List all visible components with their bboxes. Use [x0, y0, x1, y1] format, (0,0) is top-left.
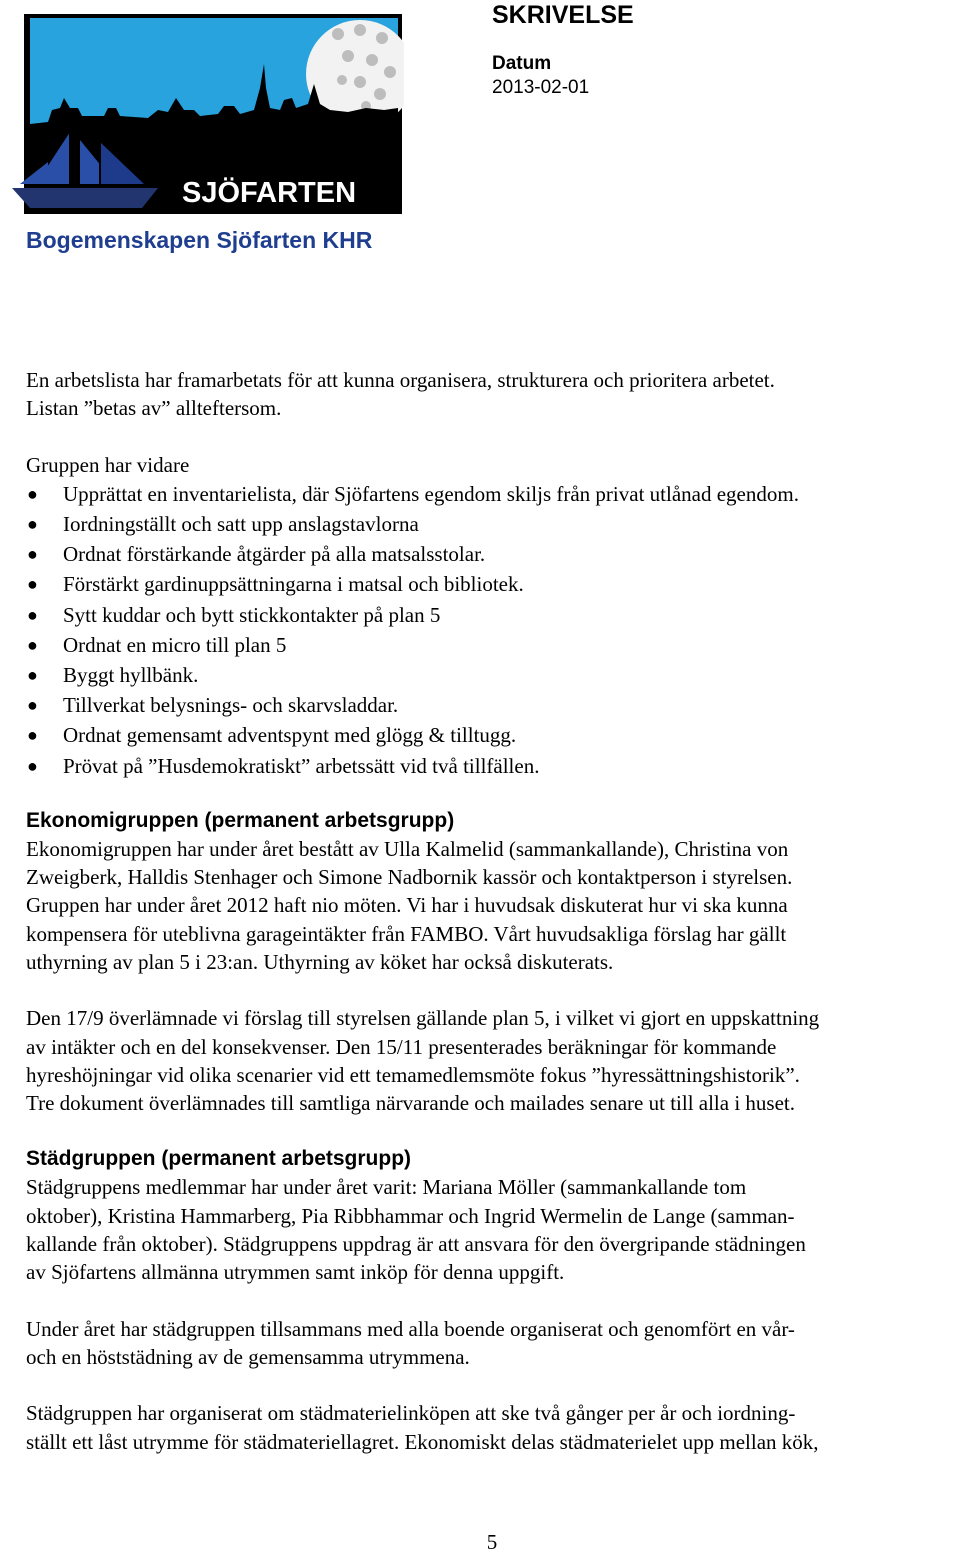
list-item: ● Ordnat en micro till plan 5 [26, 630, 960, 660]
bullet-icon: ● [27, 544, 38, 565]
list-item: ● Ordnat gemensamt adventspynt med glögg & tilltugg. [26, 720, 960, 750]
bullet-icon: ● [27, 483, 38, 504]
cleaning-p2-line: och en höststädning av de gemensamma utrymmena. [26, 1344, 470, 1369]
list-item: ● Upprättat en inventarielista, där Sjöfartens egendom skiljs från privat utlånad egendom. [26, 479, 960, 509]
cleaning-p1-line: kallande från oktober). Städgruppens uppdrag är att ansvara för den övergripande städningen [26, 1232, 806, 1257]
bullet-icon: ● [27, 634, 38, 655]
intro-line-2: Listan ”betas av” allteftersom. [26, 396, 282, 421]
economy-heading: Ekonomigruppen (permanent arbetsgrupp) [26, 808, 455, 832]
list-item: ● Sytt kuddar och bytt stickkontakter på plan 5 [26, 600, 960, 630]
cleaning-p1-line: av Sjöfartens allmänna utrymmen samt inköp för denna uppgift. [26, 1260, 565, 1285]
document-body [26, 366, 960, 1456]
economy-p1-line: Zweigberk, Halldis Stenhager och Simone Nadbornik kassör och kontaktperson i styrelsen. [26, 865, 793, 890]
cleaning-p1-line: oktober), Kristina Hammarberg, Pia Ribbhammar och Ingrid Wermelin de Lange (samman- [26, 1203, 795, 1228]
intro-line-1: En arbetslista har framarbetats för att kunna organisera, strukturera och prioritera arbetet. [26, 368, 775, 392]
economy-p2-line: Den 17/9 överlämnade vi förslag till styrelsen gällande plan 5, i vilket vi gjort en uppskattning [26, 1006, 820, 1031]
list-item: ● Tillverkat belysnings- och skarvsladdar. [26, 690, 960, 720]
list-item: ● Iordningställt och satt upp anslagstavlorna [26, 509, 960, 539]
bullet-icon: ● [27, 604, 38, 625]
economy-p1-line: uthyrning av plan 5 i 23:an. Uthyrning av köket har också diskuterats. [26, 949, 614, 974]
bullet-icon: ● [27, 665, 38, 686]
page-number: 5 [486, 1530, 498, 1554]
cleaning-heading: Städgruppen (permanent arbetsgrupp) [26, 1147, 412, 1171]
bullet-icon: ● [27, 695, 38, 716]
logo-graphic [8, 12, 404, 218]
bullet-icon: ● [27, 514, 38, 535]
list-item: ● Byggt hyllbänk. [26, 660, 960, 690]
economy-p2-line: Tre dokument överlämnades till samtliga närvarande och mailades senare ut till alla i huset. [26, 1091, 796, 1116]
bullet-icon: ● [27, 725, 38, 746]
economy-p1-line: kompensera för uteblivna garageintäkter från FAMBO. Vårt huvudsakliga förslag har gällt [26, 921, 787, 946]
work-list [26, 479, 960, 781]
economy-p1-line: Ekonomigruppen har under året bestått av Ulla Kalmelid (sammankallande), Christina von [26, 836, 789, 861]
ship-hull-icon [12, 188, 158, 208]
economy-p2-line: av intäkter och en del konsekvenser. Den 15/11 presenterades beräkningar för kommande [26, 1034, 777, 1059]
intro-lead: Gruppen har vidare [26, 452, 190, 477]
bullet-icon: ● [27, 574, 38, 595]
cleaning-p3-line: Städgruppen har organiserat om städmaterielinköpen att ske två gånger per år och iordning- [26, 1401, 796, 1426]
economy-p1-line: Gruppen har under året 2012 haft nio möten. Vi har i huvudsak diskuterat hur vi ska kunna [26, 893, 788, 918]
document-type: SKRIVELSE [492, 1, 634, 29]
economy-p2-line: hyreshöjningar vid olika scenarier vid ett temamedlemsmöte fokus ”hyressättningshistorik”. [26, 1062, 800, 1087]
list-item: ● Förstärkt gardinuppsättningarna i matsal och bibliotek. [26, 569, 960, 599]
list-item: ● Ordnat förstärkande åtgärder på alla matsalsstolar. [26, 539, 960, 569]
logo-wordmark: SJÖFARTEN [182, 177, 357, 209]
organization-name: Bogemenskapen Sjöfarten KHR [26, 227, 373, 253]
cleaning-p1-line: Städgruppens medlemmar har under året varit: Mariana Möller (sammankallande tom [26, 1175, 747, 1200]
bullet-icon: ● [27, 755, 38, 776]
sjofarten-logo [8, 12, 404, 218]
date-value: 2013-02-01 [492, 77, 590, 98]
list-item: ● Prövat på ”Husdemokratiskt” arbetssätt vid två tillfällen. [26, 751, 960, 781]
cleaning-p2-line: Under året har städgruppen tillsammans med alla boende organiserat och genomfört en vår- [26, 1316, 795, 1341]
date-label: Datum [492, 53, 552, 74]
cleaning-p3-line: ställt ett låst utrymme för städmateriellagret. Ekonomiskt delas städmaterielet upp mellan kök, [26, 1429, 819, 1454]
